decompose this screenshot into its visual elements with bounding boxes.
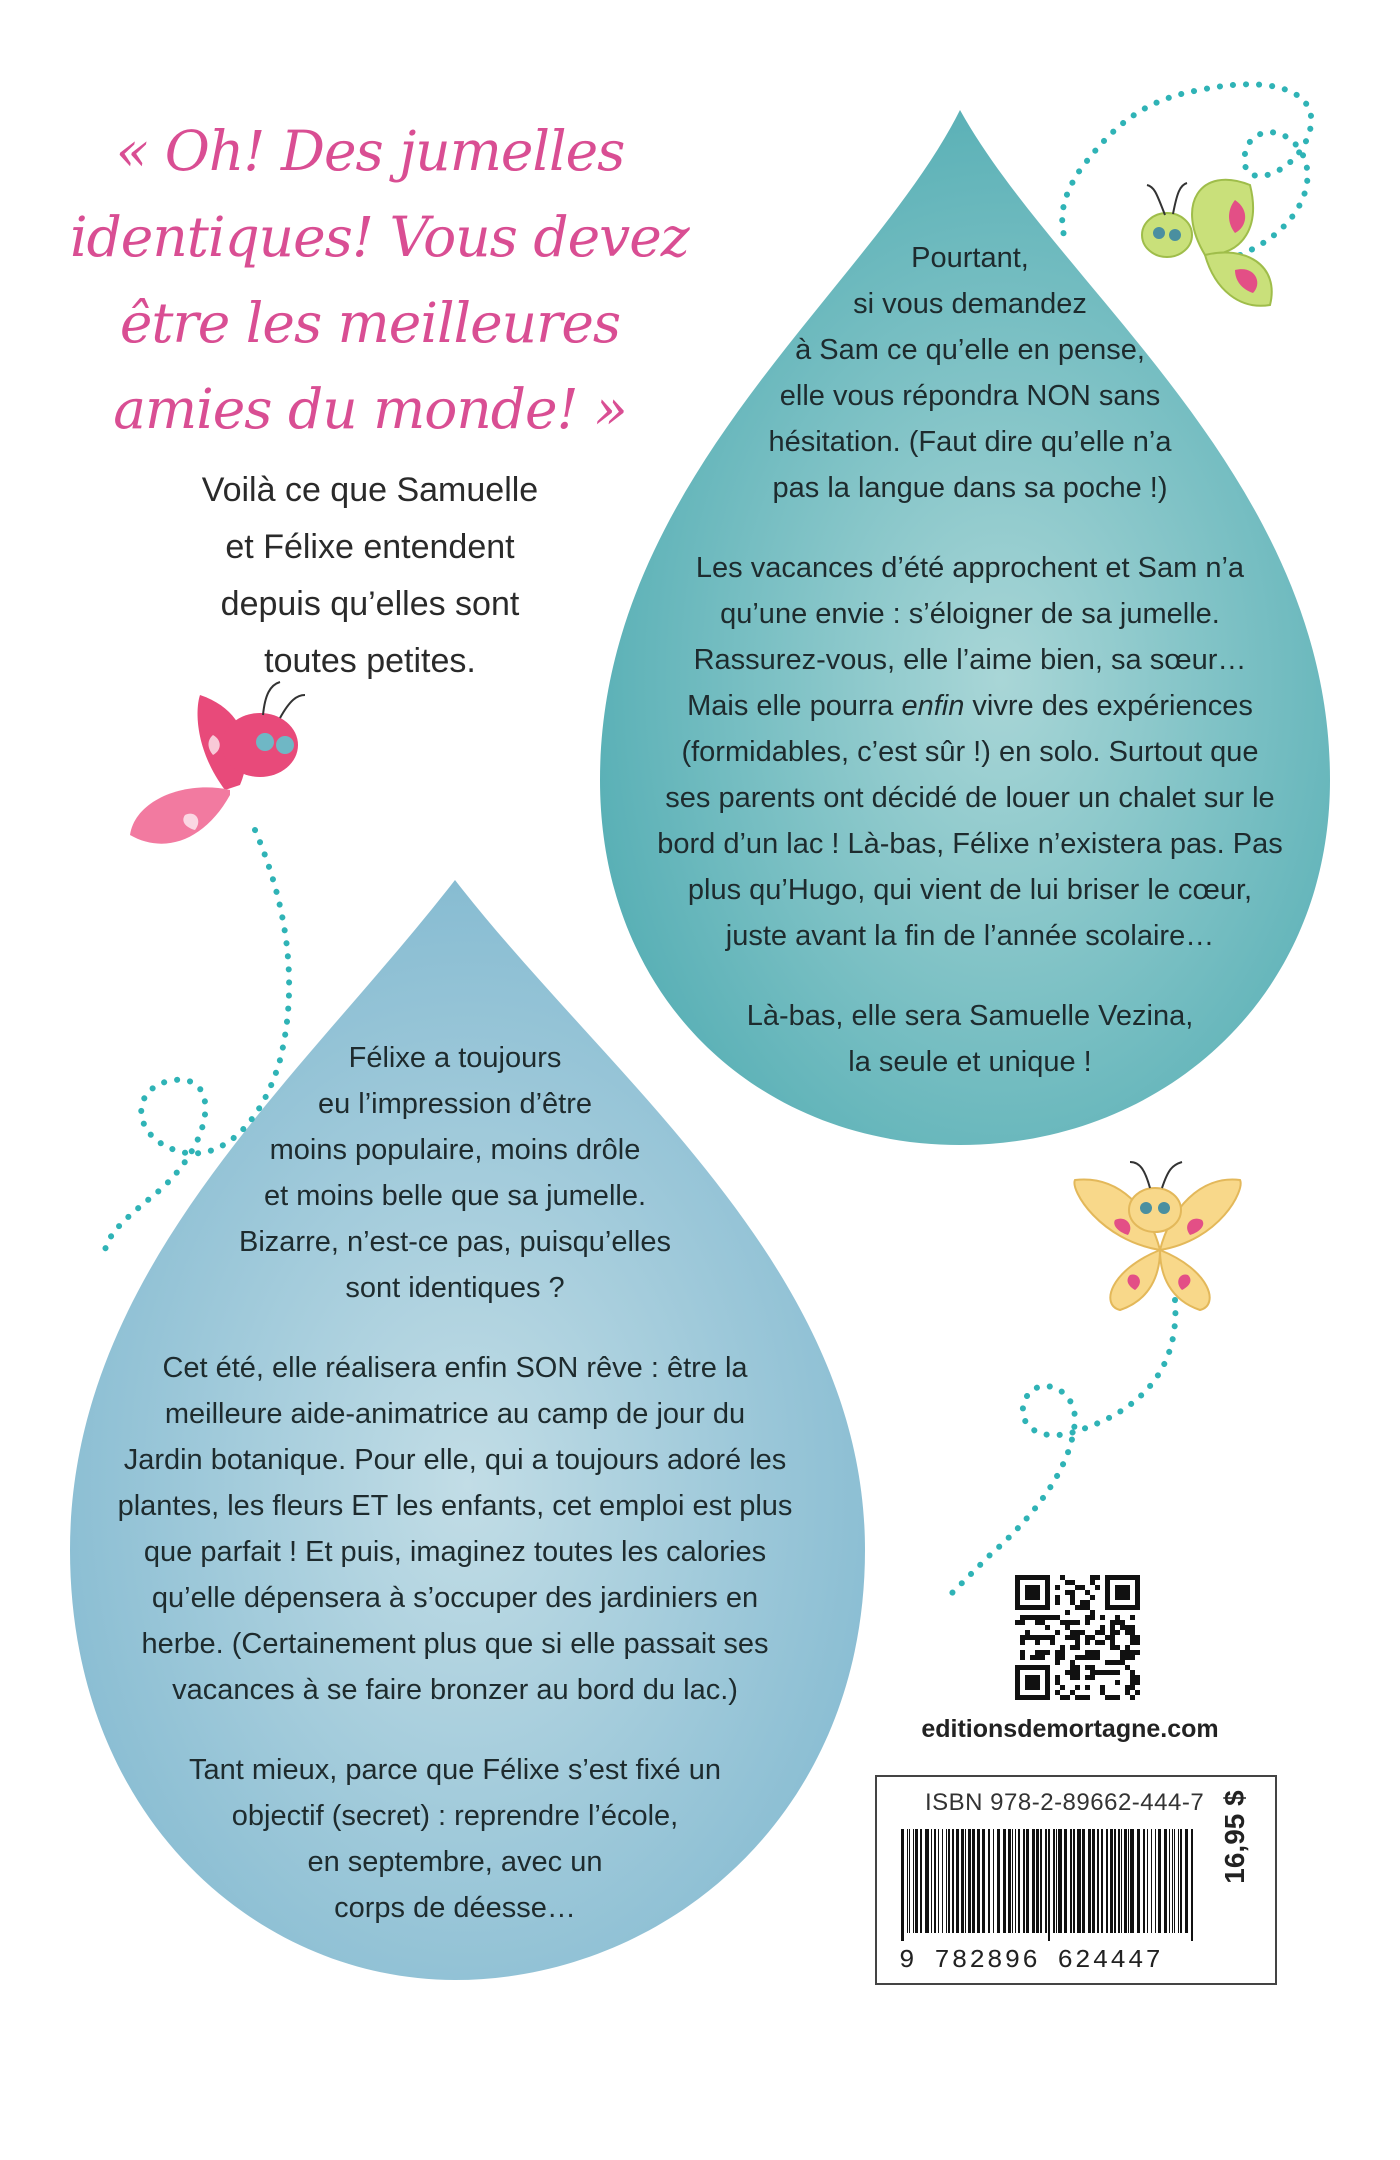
text-line: herbe. (Certainement plus que si elle passait ses <box>141 1628 769 1660</box>
price-label: 16,95 $ <box>1219 1790 1250 1884</box>
qr-code-icon <box>1015 1575 1140 1700</box>
butterfly-yellow-icon <box>1074 1162 1240 1310</box>
text-line: sont identiques ? <box>345 1272 565 1304</box>
text-line: Jardin botanique. Pour elle, qui a toujours adoré les <box>123 1444 787 1476</box>
text-line: moins populaire, moins drôle <box>269 1134 641 1166</box>
text-line: qu’une envie : s’éloigner de sa jumelle. <box>720 598 1220 630</box>
dotted-path-right <box>950 1300 1175 1595</box>
text-line: Rassurez-vous, elle l’aime bien, sa sœur… <box>693 644 1247 676</box>
pull-quote <box>70 108 689 452</box>
text-line: hésitation. (Faut dire qu’elle n’a <box>768 426 1172 458</box>
text-line: Pourtant, <box>911 242 1029 274</box>
felixe-paragraph-1 <box>70 1035 840 1311</box>
text-line: Là-bas, elle sera Samuelle Vezina, <box>746 1000 1194 1032</box>
quote-line: identiques! Vous devez <box>70 205 689 269</box>
sam-paragraph-2 <box>600 545 1340 959</box>
emphasis-text: enfin <box>901 690 965 722</box>
text-line: eu l’impression d’être <box>317 1088 592 1120</box>
publisher-website[interactable]: editionsdemortagne.com <box>921 1715 1219 1743</box>
barcode-icon <box>899 1829 1199 1941</box>
text-line: juste avant la fin de l’année scolaire… <box>725 920 1215 952</box>
quote-line: être les meilleures <box>119 291 621 355</box>
sam-paragraph-1 <box>600 235 1340 511</box>
text-line: elle vous répondra NON sans <box>779 380 1161 412</box>
text-line <box>600 683 1340 729</box>
intro-line: depuis qu’elles sont <box>220 585 520 623</box>
isbn-label: ISBN 978-2-89662-444-7 <box>925 1789 1205 1816</box>
sam-description <box>600 235 1340 1119</box>
intro-line: toutes petites. <box>264 642 476 680</box>
text-line: (formidables, c’est sûr !) en solo. Surtout que <box>681 736 1259 768</box>
text-line: à Sam ce qu’elle en pense, <box>795 334 1145 366</box>
text-line: Cet été, elle réalisera enfin SON rêve : être la <box>162 1352 748 1384</box>
text-line: ses parents ont décidé de louer un chalet sur le <box>665 782 1275 814</box>
text-line: plus qu’Hugo, qui vient de lui briser le cœur, <box>687 874 1253 906</box>
quote-line: amies du monde! » <box>113 377 627 441</box>
text-line: plantes, les fleurs ET les enfants, cet emploi est plus <box>117 1490 793 1522</box>
text-line: qu’elle dépensera à s’occuper des jardiniers en <box>151 1582 759 1614</box>
butterfly-pink-icon <box>130 682 305 844</box>
text-line: que parfait ! Et puis, imaginez toutes les calories <box>143 1536 767 1568</box>
felixe-description <box>70 1035 840 1965</box>
text-line: si vous demandez <box>853 288 1087 320</box>
felixe-paragraph-2 <box>70 1345 840 1713</box>
text-line: Bizarre, n’est-ce pas, puisqu’elles <box>239 1226 671 1258</box>
intro-line: Voilà ce que Samuelle <box>201 471 539 509</box>
text-line: vacances à se faire bronzer au bord du lac.) <box>172 1674 738 1706</box>
text-line: et moins belle que sa jumelle. <box>263 1180 647 1212</box>
text-line: bord d’un lac ! Là-bas, Félixe n’existera pas. Pas <box>657 828 1283 860</box>
text-line: objectif (secret) : reprendre l’école, <box>231 1800 679 1832</box>
text-line: meilleure aide-animatrice au camp de jour du <box>164 1398 746 1430</box>
intro-text <box>120 462 620 690</box>
text-segment: Mais elle pourra <box>687 690 902 722</box>
text-line: Tant mieux, parce que Félixe s’est fixé un <box>189 1754 721 1786</box>
text-line: la seule et unique ! <box>848 1046 1092 1078</box>
text-line: en septembre, avec un <box>307 1846 603 1878</box>
text-line: Félixe a toujours <box>348 1042 562 1074</box>
text-line: Les vacances d’été approchent et Sam n’a <box>695 552 1245 584</box>
felixe-paragraph-3 <box>70 1747 840 1931</box>
text-line: pas la langue dans sa poche !) <box>772 472 1168 504</box>
isbn-barcode-box <box>875 1775 1277 1985</box>
quote-line: « Oh! Des jumelles <box>115 119 625 183</box>
text-segment: vivre des expériences <box>964 690 1253 722</box>
intro-line: et Félixe entendent <box>225 528 515 566</box>
isbn-digits: 9 782896 624447 <box>899 1945 1164 1975</box>
text-line: corps de déesse… <box>334 1892 576 1924</box>
